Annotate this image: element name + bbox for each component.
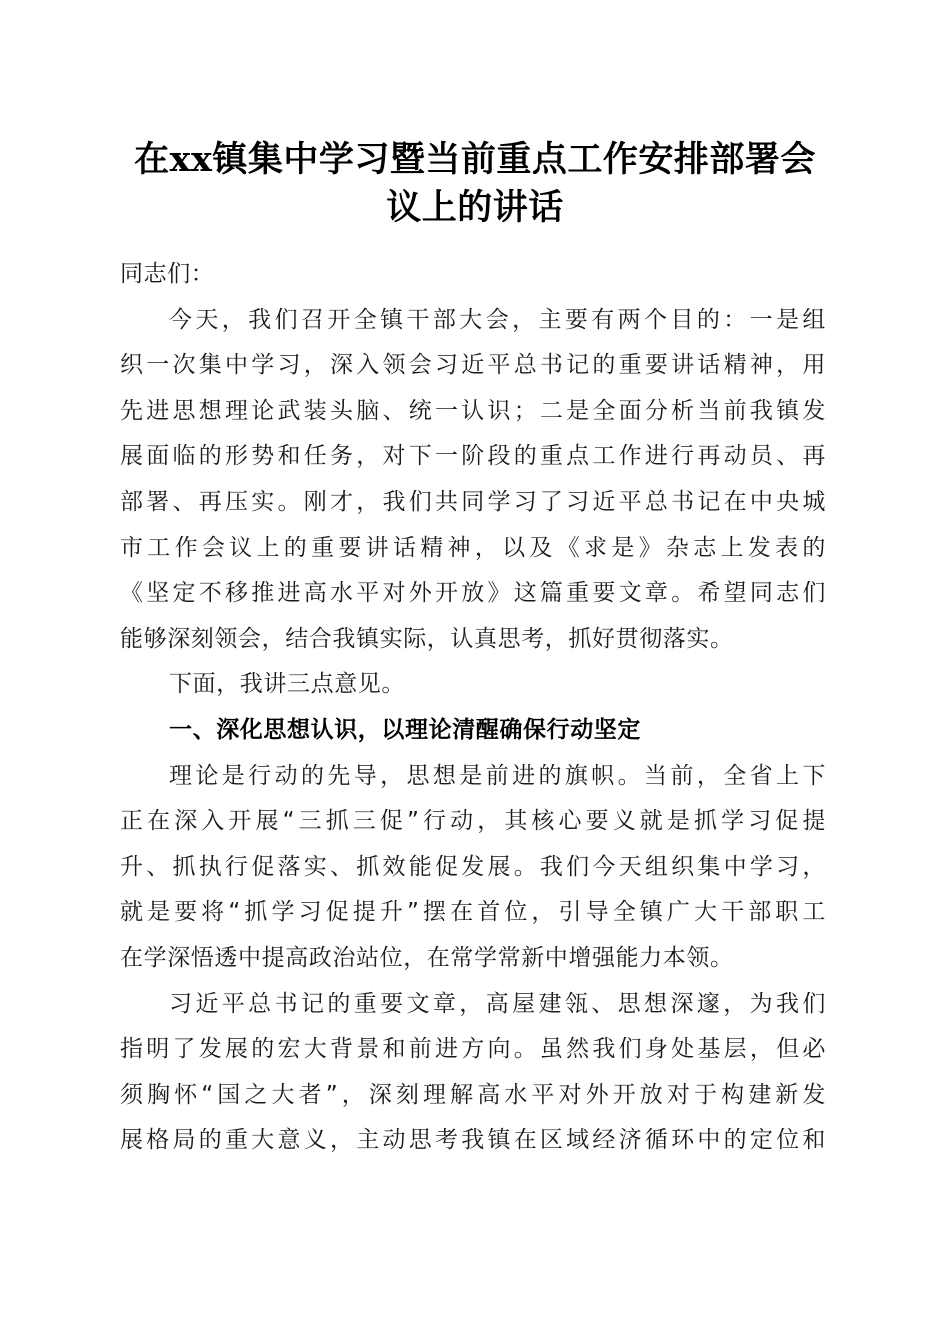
section-1-paragraph-2 xyxy=(120,982,826,1164)
document-body xyxy=(120,252,826,1164)
intro-line-8: 能够深刻领会，结合我镇实际，认真思考，抓好贯彻落实。 xyxy=(120,625,734,652)
s1p1-line-4: 就是要将“抓学习促提升”摆在首位，引导全镇广大干部职工 xyxy=(120,899,826,926)
title-line-1: 在xx镇集中学习暨当前重点工作安排部署会 xyxy=(134,139,816,180)
section-1-paragraph-1 xyxy=(120,754,826,982)
s1p2-line-4: 展格局的重大意义，主动思考我镇在区域经济循环中的定位和 xyxy=(120,1127,826,1154)
intro-line-5: 部署、再压实。刚才，我们共同学习了习近平总书记在中央城 xyxy=(120,488,826,515)
s1p1-line-2: 正在深入开展“三抓三促”行动，其核心要义就是抓学习促提 xyxy=(120,808,826,835)
document-title xyxy=(100,136,850,232)
s1p1-line-5: 在学深悟透中提高政治站位，在常学常新中增强能力本领。 xyxy=(120,944,734,971)
intro-line-4: 展面临的形势和任务，对下一阶段的重点工作进行再动员、再 xyxy=(120,443,826,470)
s1p2-line-2: 指明了发展的宏大背景和前进方向。虽然我们身处基层，但必 xyxy=(120,1036,826,1063)
intro-line-6: 市工作会议上的重要讲话精神，以及《求是》杂志上发表的 xyxy=(120,534,826,561)
intro-line-1: 今天，我们召开全镇干部大会，主要有两个目的：一是组 xyxy=(169,306,826,333)
transition-paragraph xyxy=(120,662,826,708)
transition-line: 下面，我讲三点意见。 xyxy=(169,671,405,698)
intro-line-3: 先进思想理论武装头脑、统一认识；二是全面分析当前我镇发 xyxy=(120,397,826,424)
s1p1-line-1: 理论是行动的先导，思想是前进的旗帜。当前，全省上下 xyxy=(169,762,826,789)
intro-line-2: 织一次集中学习，深入领会习近平总书记的重要讲话精神，用 xyxy=(120,352,826,379)
intro-paragraph xyxy=(120,298,826,663)
intro-line-7: 《坚定不移推进高水平对外开放》这篇重要文章。希望同志们 xyxy=(120,580,826,607)
s1p2-line-1: 习近平总书记的重要文章，高屋建瓴、思想深邃，为我们 xyxy=(169,990,826,1017)
title-line-2: 议上的讲话 xyxy=(386,187,564,228)
s1p1-line-3: 升、抓执行促落实、抓效能促发展。我们今天组织集中学习， xyxy=(120,853,826,880)
s1p2-line-3: 须胸怀“国之大者”，深刻理解高水平对外开放对于构建新发 xyxy=(120,1081,826,1108)
section-1-heading: 一、深化思想认识，以理论清醒确保行动坚定 xyxy=(169,716,641,743)
salutation: 同志们： xyxy=(120,261,215,287)
